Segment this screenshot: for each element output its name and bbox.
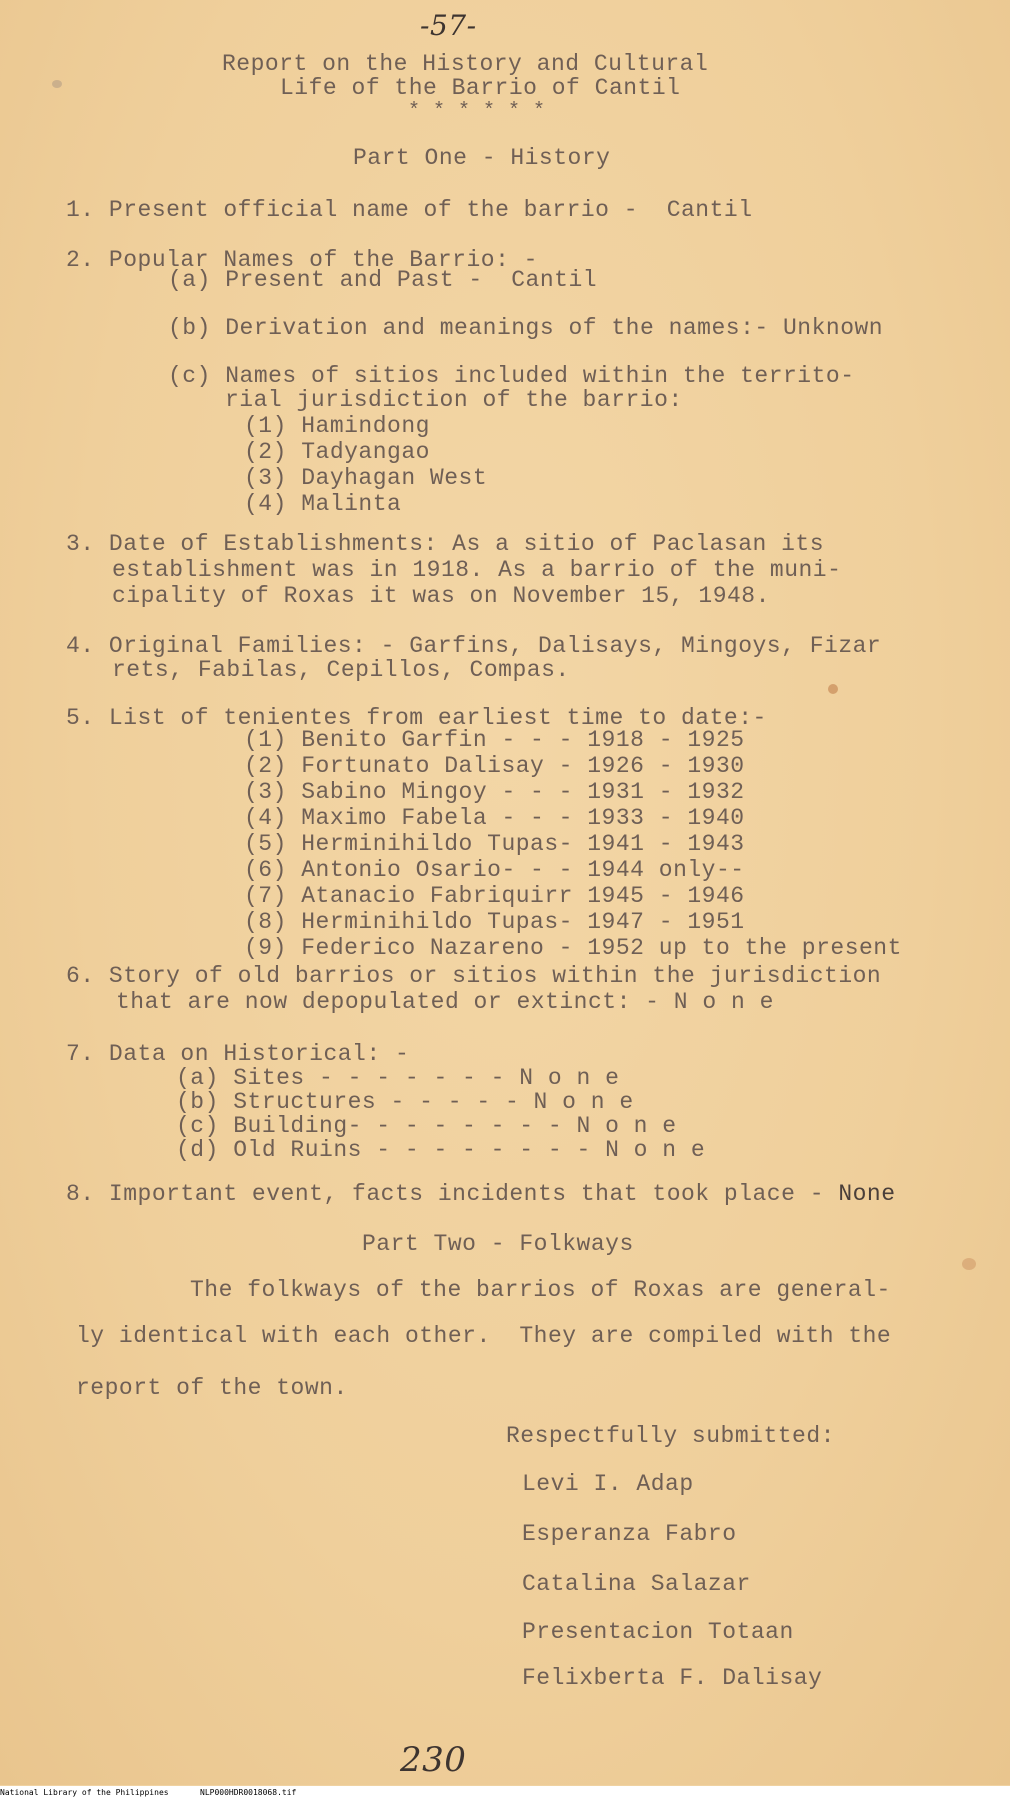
stain-spot (962, 1258, 976, 1270)
report-title-line1: Report on the History and Cultural (222, 51, 709, 77)
teniente-row: (1) Benito Garfin - - - 1918 - 1925 (244, 727, 745, 753)
teniente-row: (2) Fortunato Dalisay - 1926 - 1930 (244, 753, 745, 779)
footer-filename: NLP000HDR0018068.tif (200, 1788, 297, 1797)
report-title-line2: Life of the Barrio of Cantil (280, 75, 681, 101)
ink-spot (828, 684, 838, 694)
part-one-title: Part One - History (353, 145, 611, 171)
historical-row: (c) Building- - - - - - - - N o n e (176, 1113, 677, 1139)
item-1: 1. Present official name of the barrio - Cantil (66, 197, 753, 223)
folkways-line3: report of the town. (76, 1375, 348, 1401)
historical-row: (d) Old Ruins - - - - - - - - N o n e (176, 1137, 706, 1163)
item-3-line1: 3. Date of Establishments: As a sitio of Paclasan its (66, 531, 825, 557)
sitio-item: (2) Tadyangao (244, 439, 430, 465)
sitio-item: (3) Dayhagan West (244, 465, 488, 491)
folkways-line2: ly identical with each other. They are compiled with the (76, 1323, 892, 1349)
item-2a: (a) Present and Past - Cantil (168, 267, 598, 293)
item-8 (66, 1180, 896, 1208)
item-2b: (b) Derivation and meanings of the names:- Unknown (168, 315, 884, 341)
teniente-row: (4) Maximo Fabela - - - 1933 - 1940 (244, 805, 745, 831)
teniente-row: (3) Sabino Mingoy - - - 1931 - 1932 (244, 779, 745, 805)
item-6-line2: that are now depopulated or extinct: - N o n e (116, 989, 774, 1015)
part-two-title: Part Two - Folkways (362, 1231, 634, 1257)
teniente-row: (9) Federico Nazareno - 1952 up to the present (244, 935, 902, 961)
item-8-text: 8. Important event, facts incidents that took place - (66, 1181, 839, 1207)
item-2c-line2: rial jurisdiction of the barrio: (225, 387, 683, 413)
handwritten-page-number: 230 (400, 1740, 467, 1780)
item-3-line2: establishment was in 1918. As a barrio of the muni- (112, 557, 842, 583)
signatory-name: Presentacion Totaan (522, 1619, 794, 1645)
historical-row: (b) Structures - - - - - N o n e (176, 1089, 634, 1115)
scan-footer (0, 1786, 1010, 1800)
teniente-row: (6) Antonio Osario- - - 1944 only-- (244, 857, 745, 883)
item-6-line1: 6. Story of old barrios or sitios within the jurisdiction (66, 963, 882, 989)
stain-spot (52, 80, 62, 88)
sitio-item: (4) Malinta (244, 491, 402, 517)
closing-line: Respectfully submitted: (506, 1423, 835, 1449)
item-3-line3: cipality of Roxas it was on November 15, 1948. (112, 583, 770, 609)
signatory-name: Levi I. Adap (522, 1471, 694, 1497)
page-number: -57- (420, 9, 477, 42)
item-2c-line1: (c) Names of sitios included within the territo- (168, 363, 855, 389)
folkways-line1: The folkways of the barrios of Roxas are general- (190, 1277, 891, 1303)
sitio-item: (1) Hamindong (244, 413, 430, 439)
teniente-row: (8) Herminihildo Tupas- 1947 - 1951 (244, 909, 745, 935)
item-2-heading: 2. Popular Names of the Barrio: - (66, 247, 538, 273)
teniente-row: (5) Herminihildo Tupas- 1941 - 1943 (244, 831, 745, 857)
item-4-line2: rets, Fabilas, Cepillos, Compas. (112, 657, 570, 683)
item-8-answer: None (838, 1181, 896, 1207)
footer-library: National Library of the Philippines (0, 1788, 169, 1797)
item-5-heading: 5. List of tenientes from earliest time to date:- (66, 705, 767, 731)
item-4-line1: 4. Original Families: - Garfins, Dalisays, Mingoys, Fizar (66, 633, 882, 659)
title-stars: * * * * * * (408, 100, 546, 123)
item-7-heading: 7. Data on Historical: - (66, 1041, 410, 1067)
historical-row: (a) Sites - - - - - - - N o n e (176, 1065, 620, 1091)
signatory-name: Catalina Salazar (522, 1571, 751, 1597)
teniente-row: (7) Atanacio Fabriquirr 1945 - 1946 (244, 883, 745, 909)
signatory-name: Esperanza Fabro (522, 1521, 737, 1547)
signatory-name: Felixberta F. Dalisay (522, 1665, 823, 1691)
